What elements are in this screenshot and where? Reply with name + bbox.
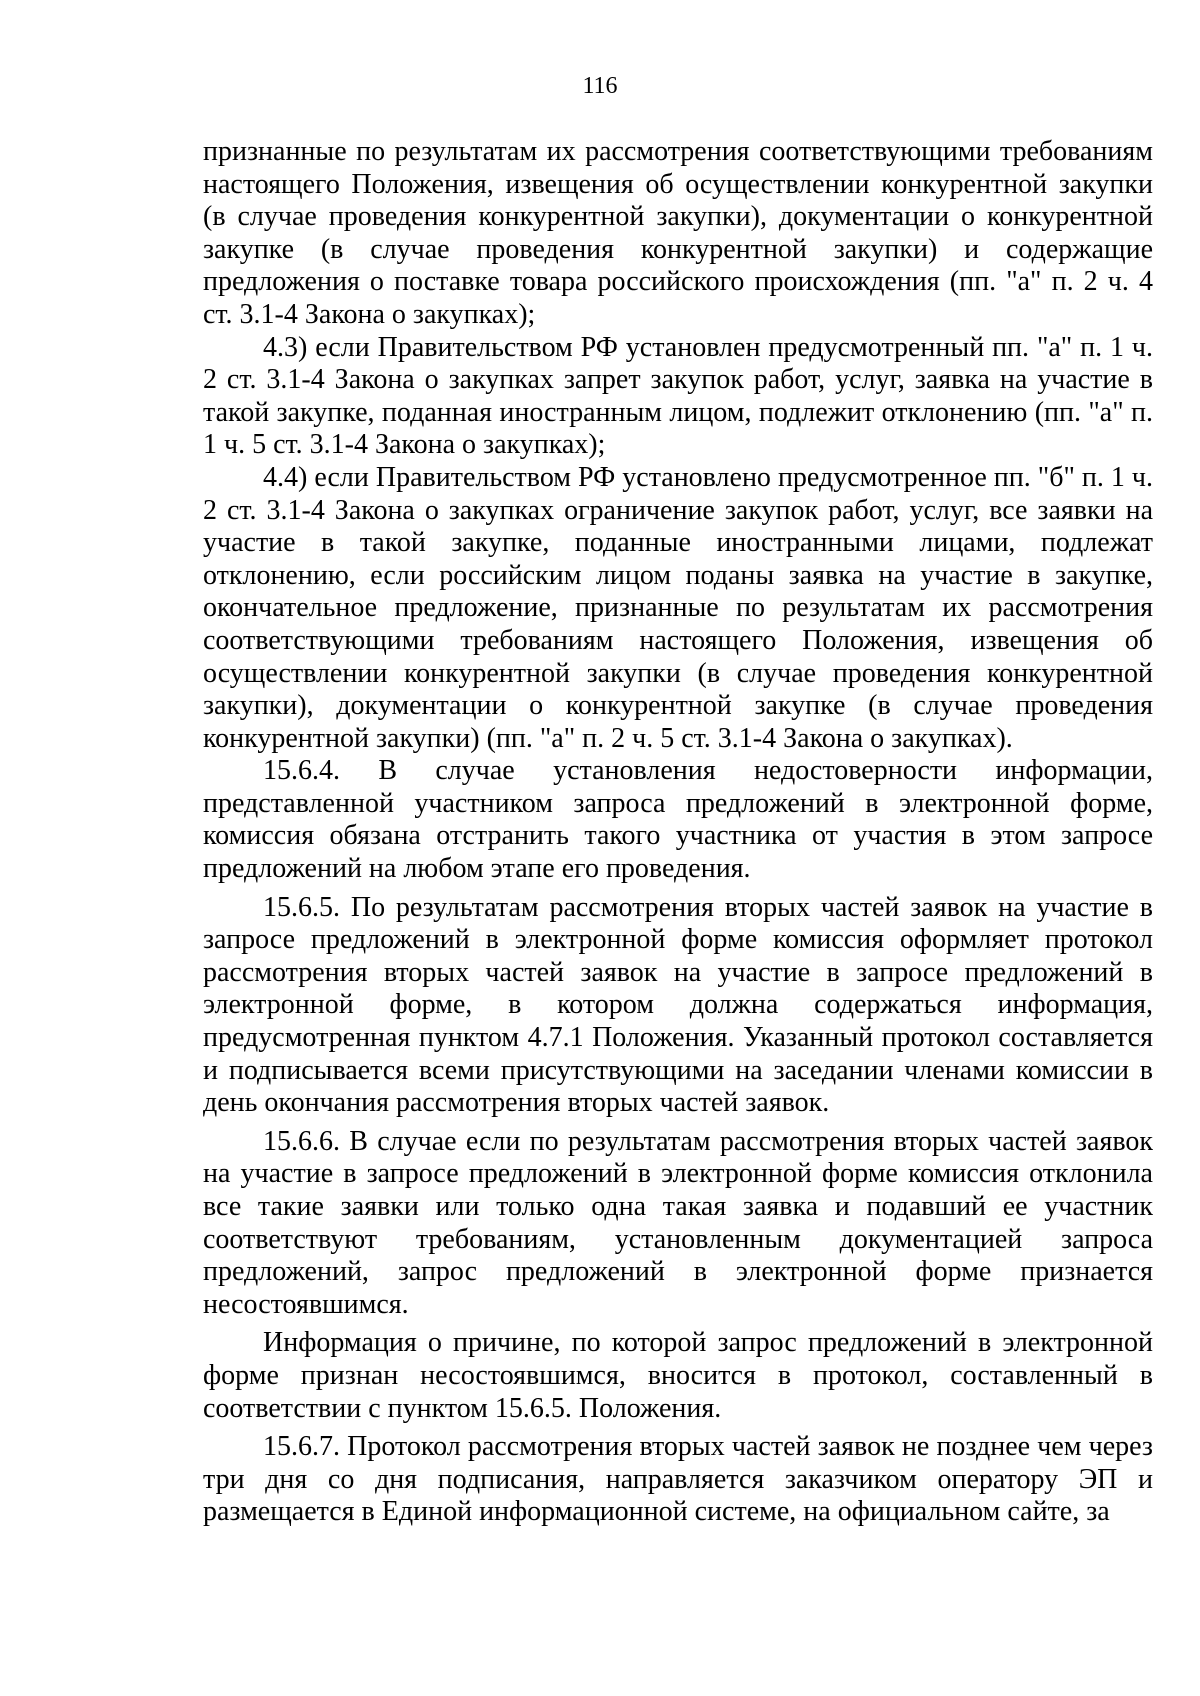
paragraph-15-6-4: 15.6.4. В случае установления недостоверности информации, представленной участником запроса предложений в электронной форме, комиссия обязана отстранить такого участника от участия в этом запросе предложений на любом этапе его проведения. [203,755,1153,885]
paragraph-information: Информация о причине, по которой запрос предложений в электронной форме признан несостоявшимся, вносится в протокол, составленный в соответствии с пунктом 15.6.5. Положения. [203,1327,1153,1424]
document-body [203,136,1153,1529]
paragraph-continuation: признанные по результатам их рассмотрения соответствующими требованиям настоящего Положения, извещения об осуществлении конкурентной закупки (в случае проведения конкурентной закупки), документации о конкурентной закупке (в случае проведения конкурентной закупки) и содержащие предложения о поставке товара российского происхождения (пп. "а" п. 2 ч. 4 ст. 3.1-4 Закона о закупках); [203,136,1153,330]
paragraph-4-4: 4.4) если Правительством РФ установлено предусмотренное пп. "б" п. 1 ч. 2 ст. 3.1-4 Закона о закупках ограничение закупок работ, услуг, все заявки на участие в такой закупке, поданные иностранными лицами, подлежат отклонению, если российским лицом поданы заявка на участие в закупке, окончательное предложение, признанные по результатам их рассмотрения соответствующими требованиям настоящего Положения, извещения об осуществлении конкурентной закупки (в случае проведения конкурентной закупки), документации о конкурентной закупке (в случае проведения конкурентной закупки) (пп. "а" п. 2 ч. 5 ст. 3.1-4 Закона о закупках). [203,461,1153,754]
page-number: 116 [582,73,618,99]
paragraph-15-6-7: 15.6.7. Протокол рассмотрения вторых частей заявок не позднее чем через три дня со дня подписания, направляется заказчиком оператору ЭП и размещается в Единой информационной системе, на официальном сайте, за [203,1431,1153,1528]
paragraph-15-6-6: 15.6.6. В случае если по результатам рассмотрения вторых частей заявок на участие в запросе предложений в электронной форме комиссия отклонила все такие заявки или только одна такая заявка и подавший ее участник соответствуют требованиям, установленным документацией запроса предложений, запрос предложений в электронной форме признается несостоявшимся. [203,1125,1153,1320]
paragraph-4-3: 4.3) если Правительством РФ установлен предусмотренный пп. "а" п. 1 ч. 2 ст. 3.1-4 Закона о закупках запрет закупок работ, услуг, заявка на участие в такой закупке, поданная иностранным лицом, подлежит отклонению (пп. "а" п. 1 ч. 5 ст. 3.1-4 Закона о закупках); [203,331,1153,461]
paragraph-15-6-5: 15.6.5. По результатам рассмотрения вторых частей заявок на участие в запросе предложений в электронной форме комиссия оформляет протокол рассмотрения вторых частей заявок на участие в запросе предложений в электронной форме, в котором должна содержаться информация, предусмотренная пунктом 4.7.1 Положения. Указанный протокол составляется и подписывается всеми присутствующими на заседании членами комиссии в день окончания рассмотрения вторых частей заявок. [203,891,1153,1119]
